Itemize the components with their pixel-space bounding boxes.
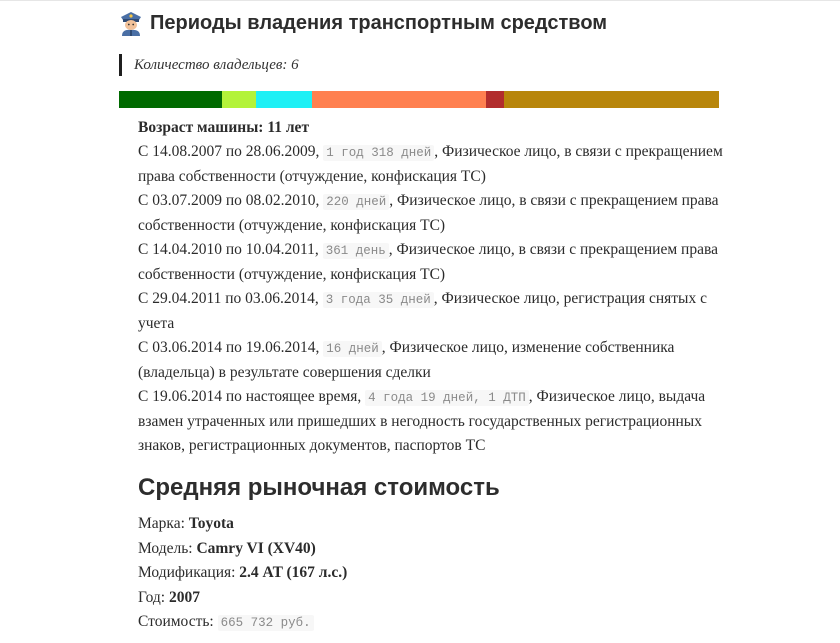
- ownership-bar-segment-6: [504, 91, 719, 108]
- ownership-period: [138, 287, 738, 336]
- period-description: , Физическое лицо, регистрация снятых с учета: [138, 290, 707, 332]
- brand-value: Toyota: [188, 515, 234, 532]
- top-divider: [0, 0, 840, 1]
- ownership-bar-segment-1: [119, 91, 222, 108]
- brand-label: Марка:: [138, 515, 189, 532]
- period-duration: 4 года 19 дней, 1 ДТП: [365, 390, 529, 406]
- ownership-bar-segment-2: [222, 91, 256, 108]
- cost-value: 665 732 руб.: [218, 615, 314, 631]
- period-duration: 1 год 318 дней: [323, 145, 434, 161]
- model-line: [138, 537, 738, 562]
- period-duration: 220 дней: [323, 194, 389, 210]
- period-dates: С 14.08.2007 по 28.06.2009,: [138, 143, 324, 160]
- year-value: 2007: [168, 588, 200, 606]
- period-dates: С 29.04.2011 по 03.06.2014,: [138, 290, 323, 307]
- modification-label: Модификация:: [138, 564, 240, 581]
- period-dates: С 14.04.2010 по 10.04.2011,: [138, 241, 323, 258]
- car-age-value: 11 лет: [267, 119, 310, 136]
- ownership-title: Периоды владения транспортным средством: [150, 11, 608, 34]
- ownership-period: [138, 140, 738, 189]
- period-dates: С 19.06.2014 по настоящее время,: [138, 388, 366, 405]
- ownership-heading: [119, 8, 607, 38]
- ownership-bar-segment-5: [486, 91, 505, 108]
- period-duration: 3 года 35 дней: [323, 292, 434, 308]
- brand-line: [138, 512, 738, 537]
- period-dates: С 03.07.2009 по 08.02.2010,: [138, 192, 324, 209]
- period-duration: 361 день: [323, 243, 389, 259]
- period-duration: 16 дней: [323, 341, 382, 357]
- model-value: Camry VI (XV40): [196, 539, 316, 557]
- ownership-bar-segment-4: [312, 91, 485, 108]
- ownership-period: [138, 189, 738, 238]
- ownership-periods: [138, 116, 738, 458]
- owners-count-text: Количество владельцев: 6: [134, 56, 299, 73]
- ownership-bar-segment-3: [256, 91, 312, 108]
- ownership-period: [138, 336, 738, 385]
- period-dates: С 03.06.2014 по 19.06.2014,: [138, 339, 324, 356]
- market-value-title: Средняя рыночная стоимость: [138, 474, 500, 501]
- market-value-heading: [138, 472, 500, 504]
- period-description: , Физическое лицо, изменение собственника (владельца) в результате совершения сделки: [138, 339, 675, 381]
- year-line: [138, 586, 738, 611]
- police-officer-icon: [119, 10, 143, 36]
- modification-line: [138, 561, 738, 586]
- cost-line: [138, 610, 738, 636]
- ownership-period: [138, 238, 738, 287]
- ownership-period: [138, 385, 738, 458]
- period-description: , Физическое лицо, в связи с прекращением права собственности (отчуждение, конфискация ТС): [138, 192, 719, 234]
- car-age-label: Возраст машины:: [138, 119, 264, 136]
- modification-value: 2.4 AT (167 л.с.): [239, 564, 348, 581]
- ownership-timeline-bar: [119, 91, 719, 108]
- year-label: Год:: [138, 588, 169, 606]
- period-description: , Физическое лицо, выдача взамен утраченных или пришедших в негодность государственных регистрационных знаков, регистрационных документов, паспортов ТС: [138, 388, 706, 454]
- car-age-line: [138, 116, 738, 140]
- period-description: , Физическое лицо, в связи с прекращением права собственности (отчуждение, конфискация ТС): [138, 143, 723, 185]
- cost-label: Стоимость:: [138, 613, 218, 630]
- model-label: Модель:: [138, 539, 197, 557]
- owners-count: [119, 54, 299, 76]
- market-value-details: [138, 512, 738, 636]
- period-description: , Физическое лицо, в связи с прекращением права собственности (отчуждение, конфискация ТС): [138, 241, 718, 283]
